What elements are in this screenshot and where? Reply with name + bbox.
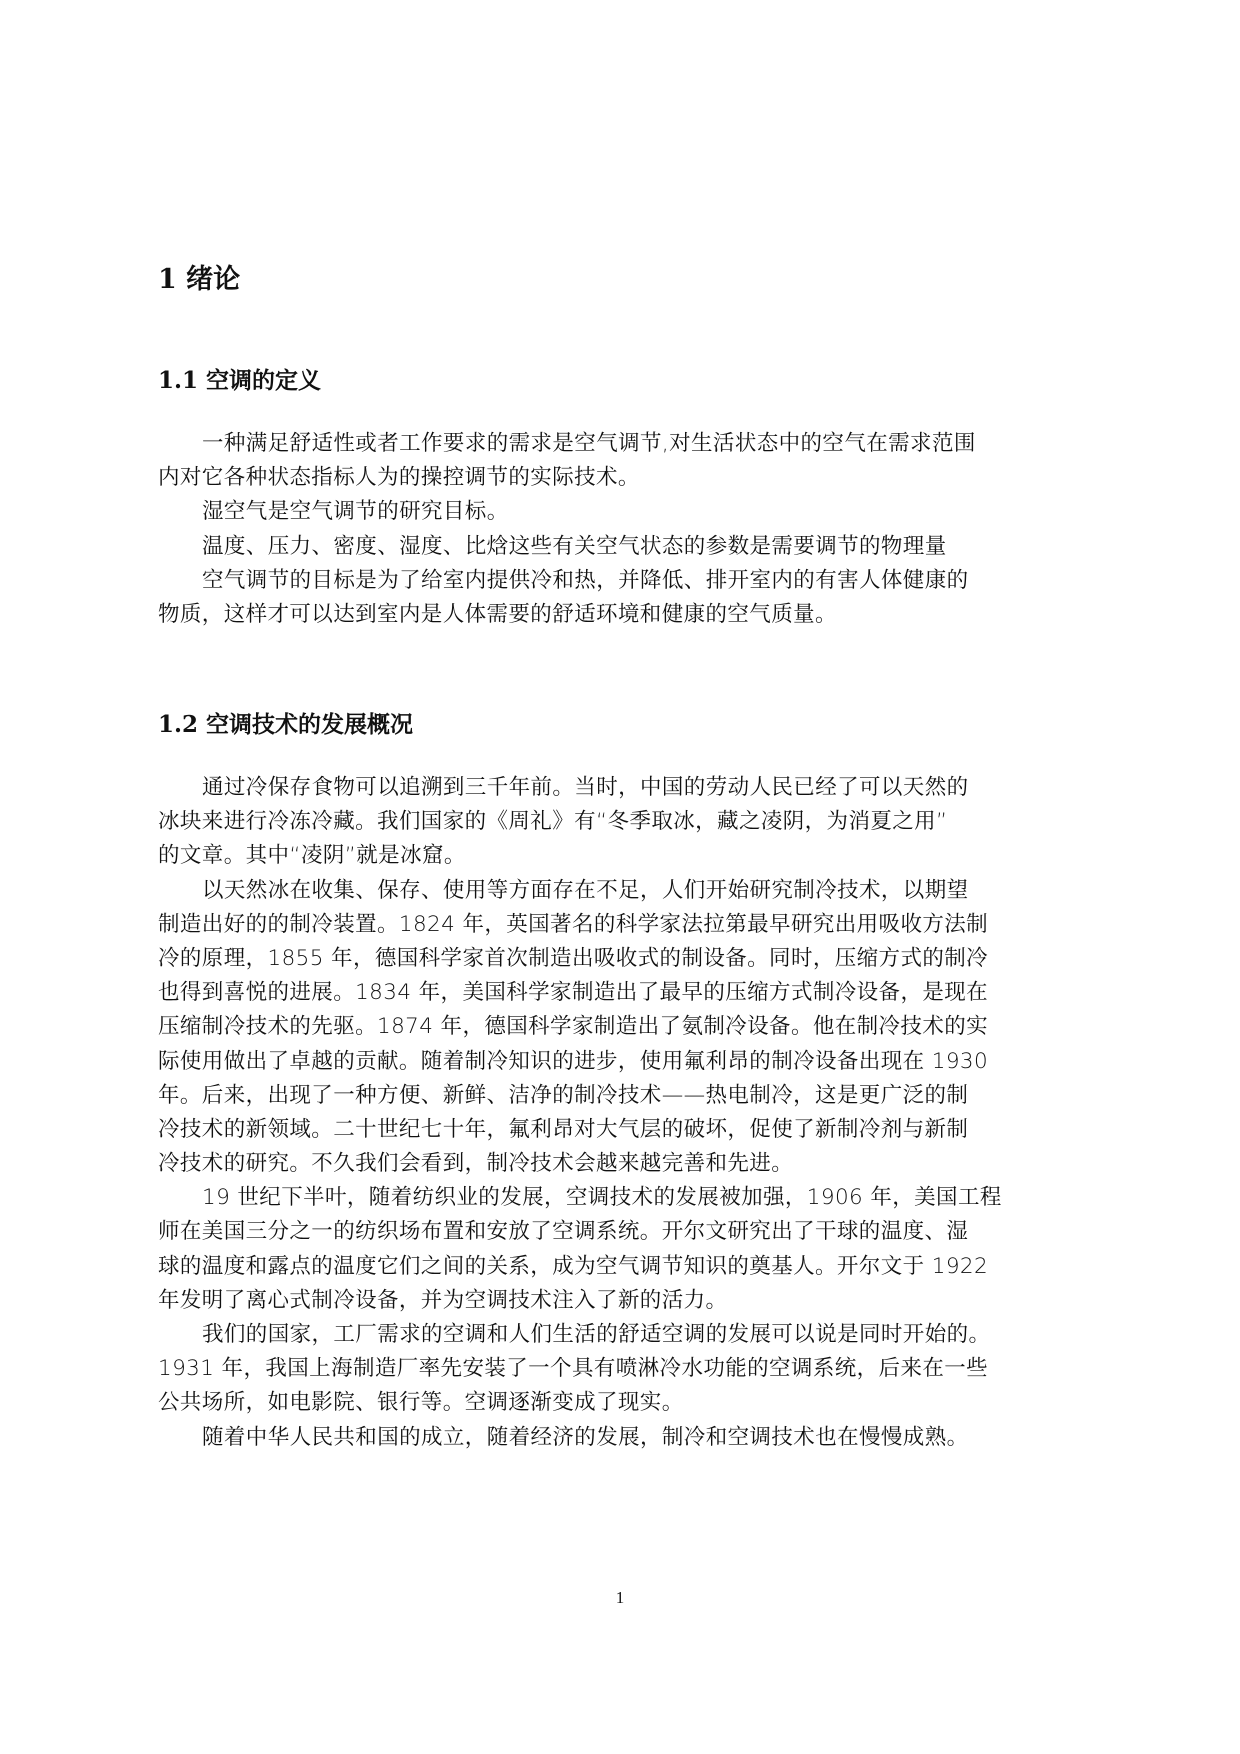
text-line: 1931 年，我国上海制造厂率先安装了一个具有喷淋冷水功能的空调系统，后来在一些 — [158, 1356, 989, 1382]
text-line: 一种满足舒适性或者工作要求的需求是空气调节,对生活状态中的空气在需求范围 — [202, 431, 976, 456]
text-line: 冷技术的研究。不久我们会看到，制冷技术会越来越完善和先进。 — [158, 1151, 794, 1177]
text-line: 球的温度和露点的温度它们之间的关系，成为空气调节知识的奠基人。开尔文于 1922 — [158, 1253, 989, 1279]
text-line: 师在美国三分之一的纺织场布置和安放了空调系统。开尔文研究出了干球的温度、湿 — [158, 1219, 969, 1245]
text-line: 冷技术的新领域。二十世纪七十年，氟利昂对大气层的破坏，促使了新制冷剂与新制 — [158, 1116, 969, 1142]
text-line: 制造出好的的制冷装置。1824 年，英国著名的科学家法拉第最早研究出用吸收方法制 — [158, 911, 989, 937]
text-line: 以天然冰在收集、保存、使用等方面存在不足，人们开始研究制冷技术，以期望 — [202, 877, 969, 903]
text-line: 年发明了离心式制冷设备，并为空调技术注入了新的活力。 — [158, 1287, 728, 1313]
page-number: 1 — [615, 1588, 625, 1607]
text-line: 冰块来进行冷冻冷藏。我们国家的《周礼》有“冬季取冰，藏之凌阴，为消夏之用” — [158, 809, 948, 835]
chapter-title: 1 绪论 — [158, 264, 241, 295]
text-line: 冷的原理，1855 年，德国科学家首次制造出吸收式的制设备。同时，压缩方式的制冷 — [158, 945, 989, 971]
section-heading-1-2: 1.2 空调技术的发展概况 — [158, 711, 414, 738]
section-heading-1-1: 1.1 空调的定义 — [158, 367, 322, 394]
text-line: 公共场所，如电影院、银行等。空调逐渐变成了现实。 — [158, 1390, 684, 1416]
text-line: 内对它各种状态指标人为的操控调节的实际技术。 — [158, 465, 640, 491]
text-line: 温度、压力、密度、湿度、比焓这些有关空气状态的参数是需要调节的物理量 — [202, 533, 947, 559]
text-line: 19 世纪下半叶，随着纺织业的发展，空调技术的发展被加强，1906 年，美国工程 — [202, 1185, 1002, 1211]
text-line: 压缩制冷技术的先驱。1874 年，德国科学家制造出了氨制冷设备。他在制冷技术的实 — [158, 1014, 989, 1040]
section-body-1-2 — [158, 771, 1002, 1455]
text-line: 通过冷保存食物可以追溯到三千年前。当时，中国的劳动人民已经了可以天然的 — [202, 775, 969, 800]
text-line: 际使用做出了卓越的贡献。随着制冷知识的进步，使用氟利昂的制冷设备出现在 1930 — [158, 1048, 989, 1074]
text-line: 的文章。其中“凌阴”就是冰窟。 — [158, 843, 466, 869]
text-line: 湿空气是空气调节的研究目标。 — [202, 499, 509, 525]
paragraph-history — [158, 771, 1002, 1455]
text-line: 空气调节的目标是为了给室内提供冷和热，并降低、排开室内的有害人体健康的 — [202, 567, 969, 593]
text-line: 我们的国家，工厂需求的空调和人们生活的舒适空调的发展可以说是同时开始的。 — [202, 1322, 991, 1347]
text-line: 也得到喜悦的进展。1834 年，美国科学家制造出了最早的压缩方式制冷设备，是现在 — [158, 980, 989, 1006]
text-line: 物质，这样才可以达到室内是人体需要的舒适环境和健康的空气质量。 — [158, 601, 837, 627]
section-body-1-1 — [158, 427, 992, 632]
paragraph-definition — [158, 427, 992, 632]
text-line: 年。后来，出现了一种方便、新鲜、洁净的制冷技术——热电制冷，这是更广泛的制 — [158, 1082, 969, 1108]
text-line: 随着中华人民共和国的成立，随着经济的发展，制冷和空调技术也在慢慢成熟。 — [202, 1424, 969, 1450]
